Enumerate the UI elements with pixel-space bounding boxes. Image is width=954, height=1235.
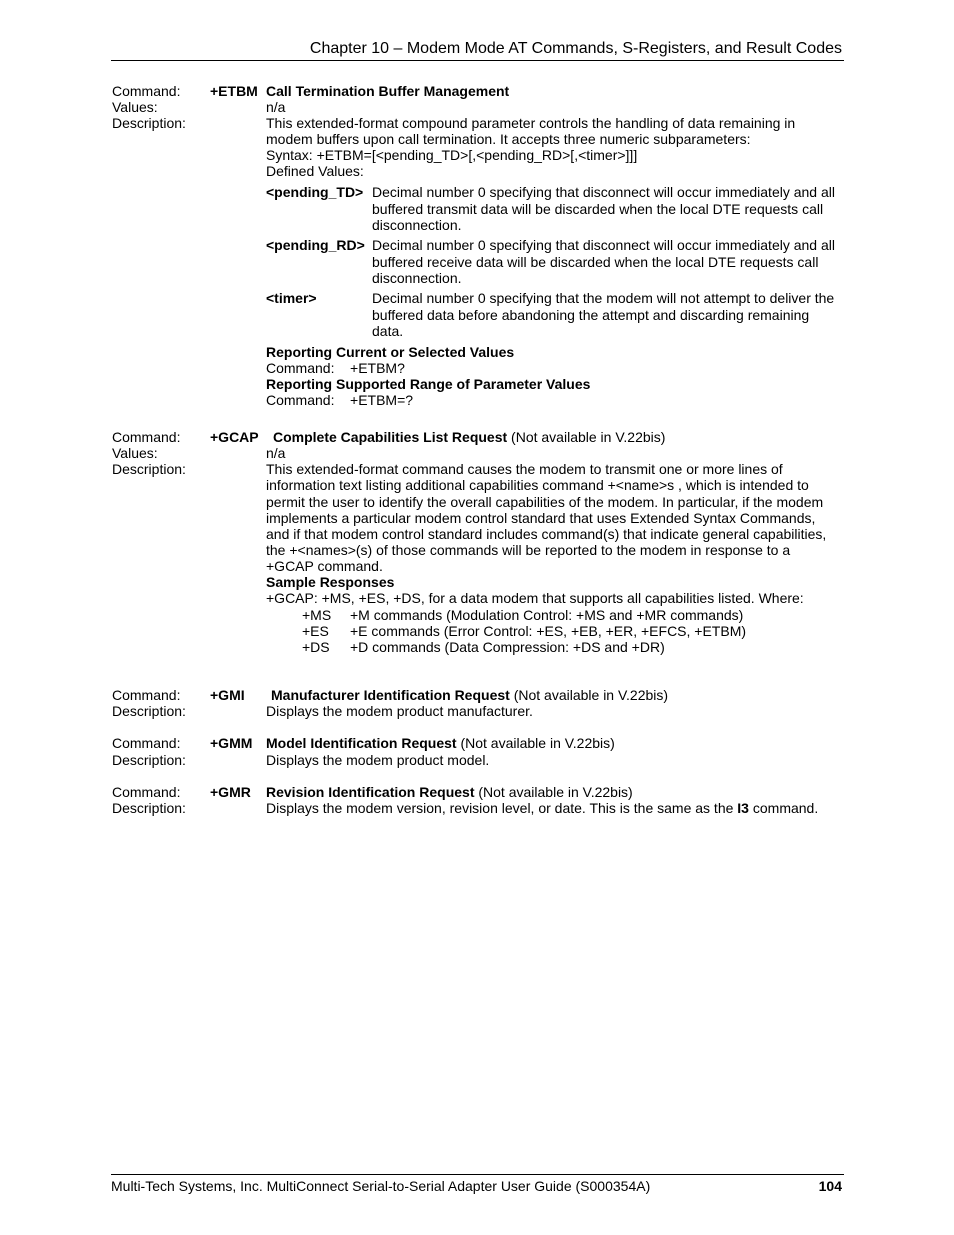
gmr-command: +GMR: [210, 784, 251, 800]
gmi-title-text: Manufacturer Identification Request: [271, 687, 510, 703]
etbm-values: n/a: [266, 99, 286, 115]
footer-rule: [111, 1174, 844, 1175]
gcap-values: n/a: [266, 445, 286, 461]
etbm-description-label: Description:: [112, 115, 186, 131]
gmr-description-tail: command.: [748, 800, 819, 816]
etbm-title: Call Termination Buffer Management: [266, 83, 510, 99]
etbm-reporting-current-heading: Reporting Current or Selected Values: [266, 344, 515, 360]
gcap-response-item: [302, 607, 743, 623]
response-code: +MS: [302, 607, 332, 623]
gcap-response-item: [302, 623, 746, 639]
param-description: Decimal number 0 specifying that the modem will not attempt to deliver the buffered data before abandoning the attempt and discarding remaining data.: [372, 290, 835, 340]
etbm-description-line: This extended-format compound parameter controls the handling of data remaining in: [266, 115, 796, 131]
gcap-description-line: This extended-format command causes the modem to transmit one or more lines of: [266, 461, 783, 477]
gcap-title-note: (Not available in V.22bis): [507, 429, 666, 445]
param-name: <pending_RD>: [266, 237, 365, 253]
gmr-description-label: Description:: [112, 800, 186, 816]
param-name: <pending_TD>: [266, 184, 364, 200]
gcap-command-label: Command:: [112, 429, 181, 445]
etbm-values-label: Values:: [112, 99, 158, 115]
gmi-description-label: Description:: [112, 703, 186, 719]
gcap-command: +GCAP: [210, 429, 259, 445]
gmm-command: +GMM: [210, 735, 253, 751]
etbm-defined-values: Defined Values:: [266, 163, 364, 179]
gmm-title-text: Model Identification Request: [266, 735, 457, 751]
gmi-title: [271, 687, 668, 703]
gmi-command: +GMI: [210, 687, 245, 703]
gcap-sample-heading: Sample Responses: [266, 574, 395, 590]
response-text: +E commands (Error Control: +ES, +EB, +ER, +EFCS, +ETBM): [350, 623, 747, 639]
response-code: +DS: [302, 639, 330, 655]
gmi-description: Displays the modem product manufacturer.: [266, 703, 533, 719]
gcap-description-line: +GCAP command.: [266, 558, 383, 574]
gcap-description-line: the +<names>(s) of those commands will be reported to the modem in response to a: [266, 542, 791, 558]
gcap-description-line: permit the user to identify the overall capabilities of the modem. In particular, if the modem: [266, 494, 824, 510]
gmr-title-note: (Not available in V.22bis): [474, 784, 633, 800]
etbm-command-label: Command:: [112, 83, 181, 99]
gmr-title: [266, 784, 633, 800]
gmi-title-note: (Not available in V.22bis): [509, 687, 669, 703]
gcap-title: [273, 429, 665, 445]
gmm-title: [266, 735, 615, 751]
footer-text: Multi-Tech Systems, Inc. MultiConnect Serial-to-Serial Adapter User Guide (S000354A): [111, 1178, 651, 1194]
header-rule: [111, 60, 844, 61]
gcap-values-label: Values:: [112, 445, 158, 461]
param-description: Decimal number 0 specifying that disconnect will occur immediately and all buffered receive data will be discarded when the local DTE requests call disconnection.: [372, 237, 835, 287]
gmr-title-text: Revision Identification Request: [266, 784, 475, 800]
gmr-description-text: Displays the modem version, revision level, or date. This is the same as the: [266, 800, 738, 816]
gcap-description-line: and if that modem control standard includes command(s) that indicate general capabilities,: [266, 526, 827, 542]
param-description: Decimal number 0 specifying that disconnect will occur immediately and all buffered transmit data will be discarded when the local DTE requests call disconnection.: [372, 184, 835, 234]
gcap-title-text: Complete Capabilities List Request: [273, 429, 508, 445]
etbm-syntax: Syntax: +ETBM=[<pending_TD>[,<pending_RD>[,<timer>]]]: [266, 147, 638, 163]
gmm-description: Displays the modem product model.: [266, 752, 490, 768]
etbm-command: +ETBM: [210, 83, 258, 99]
gmi-command-label: Command:: [112, 687, 181, 703]
gmm-description-label: Description:: [112, 752, 186, 768]
gmr-description: [266, 800, 841, 816]
gmm-title-note: (Not available in V.22bis): [456, 735, 615, 751]
page-number: 104: [818, 1178, 842, 1194]
gcap-description-line: information text listing additional capabilities command +<name>s , which is intended to: [266, 477, 809, 493]
gcap-response-item: [302, 639, 665, 655]
gmm-command-label: Command:: [112, 735, 181, 751]
gcap-description-label: Description:: [112, 461, 186, 477]
etbm-reporting-range-heading: Reporting Supported Range of Parameter Values: [266, 376, 591, 392]
gmr-description-i3: I3: [737, 800, 749, 816]
response-text: +M commands (Modulation Control: +MS and +MR commands): [350, 607, 744, 623]
response-text: +D commands (Data Compression: +DS and +DR): [350, 639, 665, 655]
gmr-command-label: Command:: [112, 784, 181, 800]
etbm-reporting-range-command: Command: +ETBM=?: [266, 392, 414, 408]
etbm-reporting-current-command: Command: +ETBM?: [266, 360, 405, 376]
etbm-description-line: modem buffers upon call termination. It accepts three numeric subparameters:: [266, 131, 751, 147]
param-name: <timer>: [266, 290, 317, 306]
response-code: +ES: [302, 623, 329, 639]
chapter-header: Chapter 10 – Modem Mode AT Commands, S-Registers, and Result Codes: [309, 40, 842, 57]
gcap-sample-intro: +GCAP: +MS, +ES, +DS, for a data modem that supports all capabilities listed. Where:: [266, 590, 804, 606]
gcap-description-line: implements a particular modem control standard that uses Extended Syntax Commands,: [266, 510, 816, 526]
